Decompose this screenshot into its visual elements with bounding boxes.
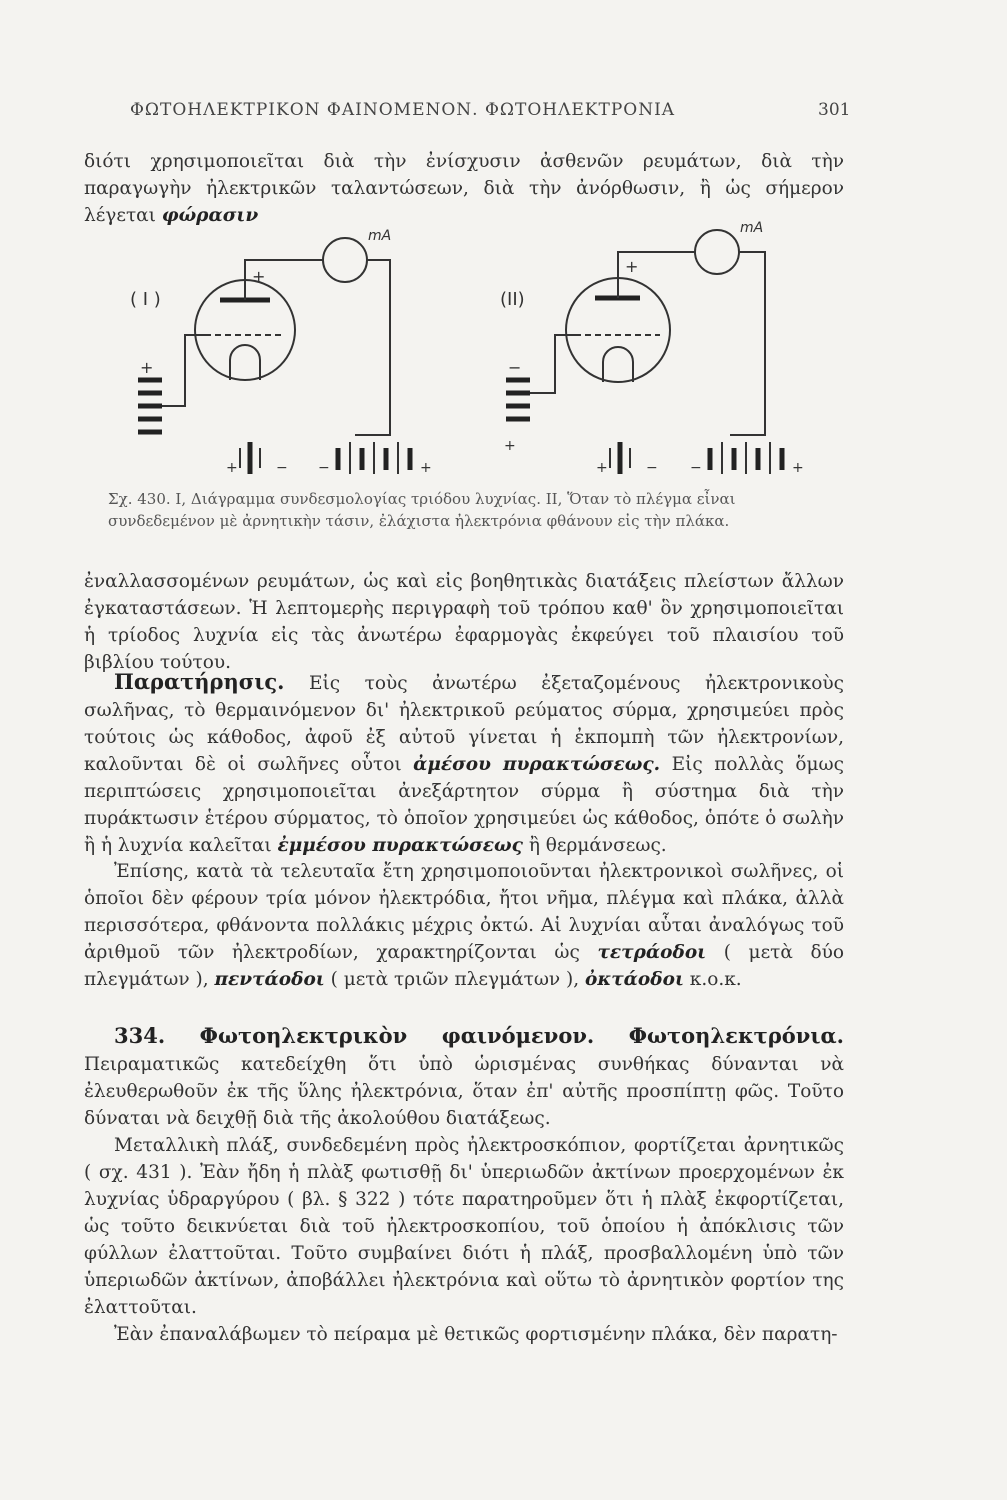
term-tetrode: τετράοδοι (597, 942, 707, 963)
filament-II (603, 347, 633, 382)
remark-text-3: ἢ θερμάνσεως. (528, 835, 667, 856)
plate-battery-plus-I: + (420, 460, 432, 476)
term-detection: φώρασιν (161, 205, 259, 226)
grid-battery-plus-II: + (504, 438, 516, 454)
plate-battery-plus-II: + (792, 460, 804, 476)
intro-text: διότι χρησιμοποιεῖται διὰ τὴν ἐνίσχυσιν ἀσθενῶν ρευμάτων, διὰ τὴν παραγωγὴν ἠλεκτρικῶν ταλαντώσεων, διὰ τὴν ἀνόρθωσιν, ἢ ὡς σήμερον λέγεται (84, 151, 844, 226)
filament-minus-I: − (276, 460, 288, 476)
term-indirect-heating: ἐμμέσου πυρακτώσεως (277, 835, 523, 856)
label-circuit-II: (II) (500, 289, 525, 310)
also-text-1: Ἐπίσης, κατὰ τὰ τελευταῖα ἔτη χρησιμοποιοῦνται ἠλεκτρονικοὶ σωλῆνες, οἱ ὁποῖοι δὲν φέρουν τρία μόνον ἠλεκτρόδια, ἤτοι νῆμα, πλέγμα καὶ πλάκα, ἀλλὰ περισσότερα, φθάνοντα πολλάκις μέχρις ὀκτώ. Αἱ λυχνίαι αὗται ἀναλόγως τοῦ ἀριθμοῦ τῶν ἠλεκτροδίων, χαρακτηρίζονται ὡς (84, 861, 844, 963)
filament-I (230, 345, 260, 380)
plate-plus-sign-II: + (625, 257, 639, 276)
also-text-3: ( μετὰ τριῶν πλεγμάτων ), (330, 969, 580, 990)
remark-paragraph (84, 668, 844, 859)
filament-plus-II: + (596, 460, 608, 476)
section-heading: 334. Φωτοηλεκτρικὸν φαινόμενον. Φωτοηλεκτρόνια. (114, 1023, 844, 1048)
plate-plus-sign-I: + (252, 267, 266, 286)
milliammeter-icon-II (695, 230, 739, 274)
remark-text-1: Εἰς τοὺς ἀνωτέρω ἐξεταζομένους ἠλεκτρονικοὺς σωλῆνας, τὸ θερμαινόμενον δι' ἠλεκτρικοῦ ρεύματος σύρμα, χρησιμεύει πρὸς τούτοις ὡς κάθοδος, ἀφοῦ ἐξ αὐτοῦ γίνεται ἡ ἐκπομπὴ τῶν ἠλεκτρονίων, καλοῦνται δὲ οἱ σωλῆνες οὗτοι (84, 673, 844, 775)
paragraph-after-figure (84, 568, 844, 676)
label-circuit-I: ( I ) (130, 289, 161, 310)
figure-triode-circuits (0, 210, 1007, 510)
plate-battery-minus-II: − (690, 460, 702, 476)
also-text-4: κ.ο.κ. (689, 969, 742, 990)
also-text-2: ( μετὰ δύο πλεγμάτων ), (84, 942, 844, 990)
grid-battery-plus-I: + (140, 358, 154, 377)
section-334 (84, 1022, 844, 1348)
remark-text-2: Εἰς πολλὰς ὅμως περιπτώσεις χρησιμοποιεῖται ἀνεξάρτητον σύρμα ἢ σύστημα διὰ τὴν πυράκτωσιν ἑτέρου σύρματος, τὸ ὁποῖον χρησιμεύει ὡς κάθοδος, ὁπότε ὁ σωλὴν ἢ ἡ λυχνία καλεῖται (84, 754, 844, 856)
circuit-diagram-I (130, 228, 432, 476)
term-direct-heating: ἀμέσου πυρακτώσεως. (413, 754, 661, 775)
term-pentode: πεντάοδοι (214, 969, 325, 990)
remark-heading: Παρατήρησις. (114, 669, 285, 694)
multi-electrode-paragraph (84, 858, 844, 993)
milliammeter-icon-I (323, 238, 367, 282)
plate-battery-II (710, 442, 782, 474)
meter-wire-I (355, 260, 390, 435)
meter-label-II: mA (740, 220, 764, 236)
filament-minus-II: − (646, 460, 658, 476)
running-title: ΦΩΤΟΗΛΕΚΤΡΙΚΟΝ ΦΑΙΝΟΜΕΝΟΝ. ΦΩΤΟΗΛΕΚΤΡΟΝΙΑ (130, 100, 676, 120)
grid-battery-II (506, 380, 530, 419)
after-figure-text: ἐναλλασσομένων ρευμάτων, ὡς καὶ εἰς βοηθητικὰς διατάξεις πλείστων ἄλλων ἐγκαταστάσεων. Ἡ λεπτομερὴς περιγραφὴ τοῦ τρόπου καθ' ὃν χρησιμοποιεῖται ἡ τρίοδος λυχνία εἰς τὰς ἀνωτέρω ἐφαρμογὰς ἐκφεύγει τοῦ πλαισίου τοῦ βιβλίου τούτου. (84, 571, 844, 673)
filament-battery-I (240, 442, 260, 474)
filament-battery-II (610, 442, 630, 474)
filament-plus-I: + (226, 460, 238, 476)
section-text-1: Πειραματικῶς κατεδείχθη ὅτι ὑπὸ ὡρισμένας συνθήκας δύνανται νὰ ἐλευθερωθοῦν ἐκ τῆς ὕλης ἠλεκτρόνια, ὅταν ἐπ' αὐτῆς προσπίπτῃ φῶς. Τοῦτο δύναται νὰ δειχθῇ διὰ τῆς ἀκολούθου διατάξεως. (84, 1054, 844, 1129)
grid-battery-minus-II: − (508, 358, 522, 377)
section-text-2: Μεταλλικὴ πλάξ, συνδεδεμένη πρὸς ἠλεκτροσκόπιον, φορτίζεται ἀρνητικῶς ( σχ. 431 ). Ἐὰν ἤδη ἡ πλὰξ φωτισθῇ δι' ὑπεριωδῶν ἀκτίνων προερχομένων ἐκ λυχνίας ὑδραργύρου ( βλ. § 322 ) τότε παρατηροῦμεν ὅτι ἡ πλὰξ ἐκφορτίζεται, ὡς τοῦτο δεικνύεται διὰ τοῦ ἠλεκτροσκοπίου, τοῦ ὁποίου ἡ ἀπόκλισις τῶν φύλλων ἐλαττοῦται. Τοῦτο συμβαίνει διότι ἡ πλάξ, προσβαλλομένη ὑπὸ τῶν ὑπεριωδῶν ἀκτίνων, ἀποβάλλει ἠλεκτρόνια καὶ οὕτω τὸ ἀρνητικὸν φορτίον της ἐλαττοῦται. (84, 1135, 844, 1318)
section-text-3: Ἐὰν ἐπαναλάβωμεν τὸ πείραμα μὲ θετικῶς φορτισμένην πλάκα, δὲν παρατη- (114, 1324, 838, 1345)
plate-battery-minus-I: − (318, 460, 330, 476)
term-octode: ὀκτάοδοι (585, 969, 684, 990)
circuit-diagram-II (500, 220, 804, 476)
page-number: 301 (818, 100, 851, 120)
meter-wire-II (730, 252, 765, 435)
plate-battery-I (338, 442, 410, 474)
figure-caption: Σχ. 430. I, Διάγραμμα συνδεσμολογίας τριόδου λυχνίας. II, Ὅταν τὸ πλέγμα εἶναι συνδεδεμένον μὲ ἀρνητικὴν τάσιν, ἐλάχιστα ἠλεκτρόνια φθάνουν εἰς τὴν πλάκα. (108, 490, 736, 530)
meter-label-I: mA (368, 228, 392, 244)
grid-battery-I (138, 380, 162, 432)
